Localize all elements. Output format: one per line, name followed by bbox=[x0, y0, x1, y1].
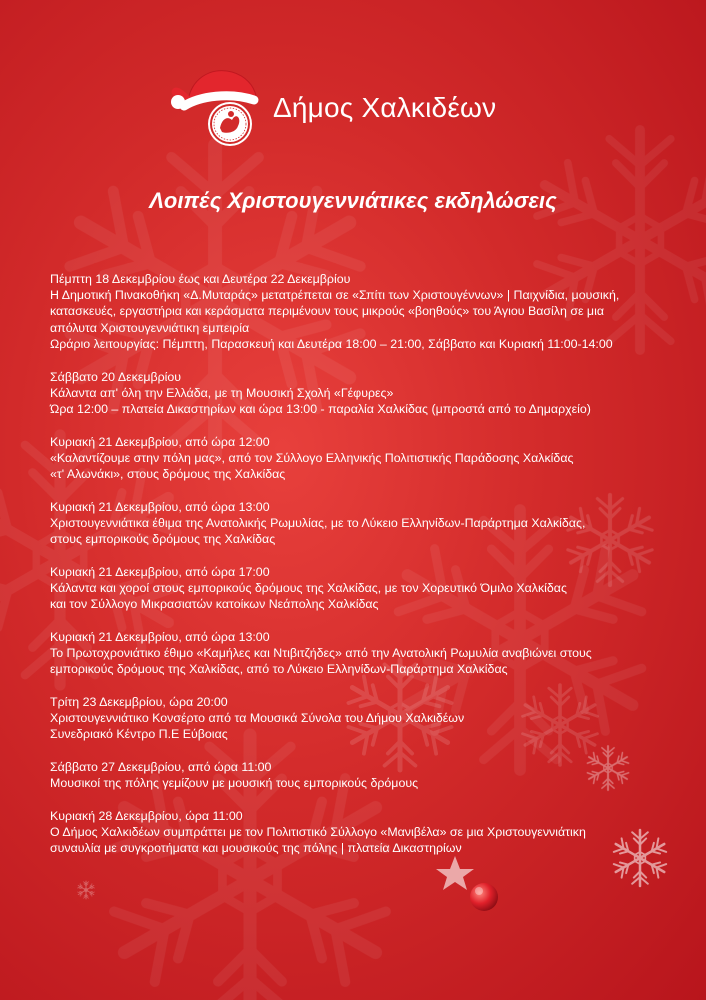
event-description-line: «Καλαντίζουμε στην πόλη μας», από τον Σύλλογο Ελληνικής Πολιτιστικής Παράδοσης Χαλκίδας bbox=[50, 450, 574, 465]
event-description-line: Ο Δήμος Χαλκιδέων συμπράττει με τον Πολιτιστικό Σύλλογο «Μανιβέλα» σε μια Χριστουγεννιάτικη bbox=[50, 825, 586, 840]
header bbox=[170, 62, 570, 152]
event-date: Τρίτη 23 Δεκεμβρίου, ώρα 20:00 bbox=[50, 695, 228, 710]
event-description-line: Η Δημοτική Πινακοθήκη «Δ.Μυταράς» μετατρέπεται σε «Σπίτι των Χριστουγέννων» | Παιχνίδια, μουσική, bbox=[50, 288, 620, 303]
event-description-line: και τον Σύλλογο Μικρασιατών κατοίκων Νεάπολης Χαλκίδας bbox=[50, 597, 379, 612]
event-description-line: Συνεδριακό Κέντρο Π.Ε Εύβοιας bbox=[50, 727, 228, 742]
event-description-line: Μουσικοί της πόλης γεμίζουν με μουσική τους εμπορικούς δρόμους bbox=[50, 776, 419, 791]
event-date: Κυριακή 21 Δεκεμβρίου, από ώρα 17:00 bbox=[50, 564, 270, 579]
event-item bbox=[50, 564, 670, 613]
event-description-line: απόλυτα Χριστουγεννιάτικη εμπειρία bbox=[50, 320, 250, 335]
event-description-line: Κάλαντα και χοροί στους εμπορικούς δρόμους της Χαλκίδας, με τον Χορευτικό Όμιλο Χαλκίδας bbox=[50, 581, 567, 596]
event-item bbox=[50, 808, 670, 857]
municipality-logo bbox=[170, 62, 265, 152]
event-description-line: συναυλία με συγκροτήματα και μουσικούς της πόλης | πλατεία Δικαστηρίων bbox=[50, 841, 462, 856]
event-description-line: Το Πρωτοχρονιάτικο έθιμο «Καμήλες και Ντιβιτζήδες» από την Ανατολική Ρωμυλία αναβιώνει στους bbox=[50, 646, 592, 661]
event-description-line: Ωράριο λειτουργίας: Πέμπτη, Παρασκευή και Δευτέρα 18:00 – 21:00, Σάββατο και Κυριακή 11:00-14:00 bbox=[50, 336, 613, 351]
event-description-line: στους εμπορικούς δρόμους της Χαλκίδας bbox=[50, 532, 276, 547]
event-description-line: εμπορικούς δρόμους της Χαλκίδας, από το Λύκειο Ελληνίδων-Παράρτημα Χαλκίδας bbox=[50, 662, 508, 677]
event-description-line: Χριστουγεννιάτικο Κονσέρτο από τα Μουσικά Σύνολα του Δήμου Χαλκιδέων bbox=[50, 711, 465, 726]
events-list bbox=[50, 271, 670, 873]
event-item bbox=[50, 369, 670, 418]
event-date: Κυριακή 21 Δεκεμβρίου, από ώρα 13:00 bbox=[50, 499, 270, 514]
event-description-line: «τ' Αλωνάκι», στους δρόμους της Χαλκίδας bbox=[50, 467, 286, 482]
event-item bbox=[50, 499, 670, 548]
event-description-line: Κάλαντα απ' όλη την Ελλάδα, με τη Μουσική Σχολή «Γέφυρες» bbox=[50, 385, 394, 400]
event-description-line: κατασκευές, εργαστήρια και κεράσματα περιμένουν τους μικρούς «βοηθούς» του Άγιου Βασίλη σε μια bbox=[50, 304, 604, 319]
event-item bbox=[50, 434, 670, 483]
event-date: Σάββατο 20 Δεκεμβρίου bbox=[50, 369, 182, 384]
event-date: Κυριακή 28 Δεκεμβρίου, ώρα 11:00 bbox=[50, 809, 243, 824]
event-date: Πέμπτη 18 Δεκεμβρίου έως και Δευτέρα 22 Δεκεμβρίου bbox=[50, 272, 351, 286]
event-date: Κυριακή 21 Δεκεμβρίου, από ώρα 13:00 bbox=[50, 629, 270, 644]
event-description-line: Ώρα 12:00 – πλατεία Δικαστηρίων και ώρα 13:00 - παραλία Χαλκίδας (μπροστά από το Δημαρχείο) bbox=[50, 401, 591, 416]
event-description-line: Χριστουγεννιάτικα έθιμα της Ανατολικής Ρωμυλίας, με το Λύκειο Ελληνίδων-Παράρτημα Χαλκίδας, bbox=[50, 515, 586, 530]
page-title: Λοιπές Χριστουγεννιάτικες εκδηλώσεις bbox=[149, 188, 557, 213]
brand-name: Δήμος Χαλκιδέων bbox=[273, 92, 497, 123]
event-item bbox=[50, 271, 670, 352]
event-item bbox=[50, 694, 670, 743]
event-date: Σάββατο 27 Δεκεμβρίου, από ώρα 11:00 bbox=[50, 760, 272, 775]
event-date: Κυριακή 21 Δεκεμβρίου, από ώρα 12:00 bbox=[50, 434, 270, 449]
event-item bbox=[50, 759, 670, 791]
event-item bbox=[50, 629, 670, 678]
